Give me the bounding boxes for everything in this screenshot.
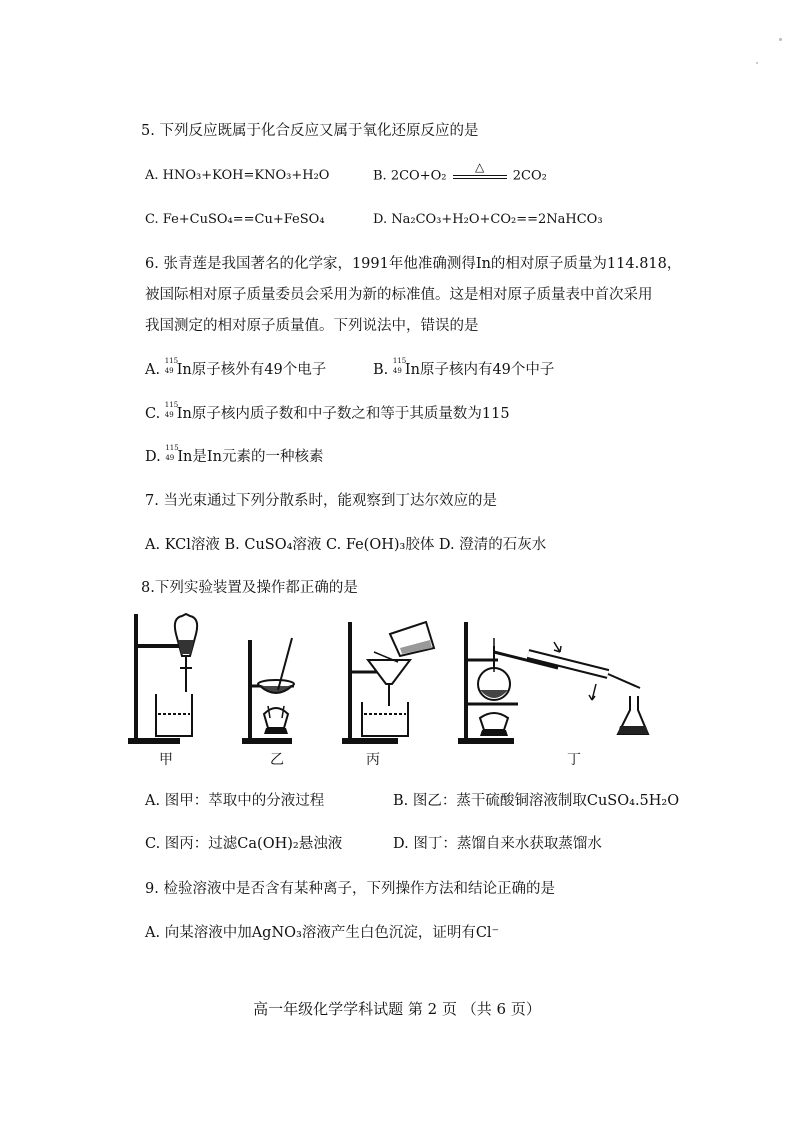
scan-speck <box>779 38 782 41</box>
isotope-notation: 115 49 <box>165 444 179 462</box>
q6-option-c[interactable] <box>145 401 510 424</box>
q6-option-d[interactable] <box>145 444 324 467</box>
q5-option-a[interactable] <box>145 166 329 186</box>
figure-caption-ding: 丁 <box>567 752 581 768</box>
figure-caption-yi: 乙 <box>270 752 284 768</box>
q5-option-b[interactable] <box>373 160 547 187</box>
formula: Fe+CuSO₄==Cu+FeSO₄ <box>162 212 325 227</box>
q6-stem-line2: 被国际相对原子质量委员会采用为新的标准值。这是相对原子质量表中首次采用 <box>145 287 653 303</box>
q5-option-d[interactable] <box>373 210 603 230</box>
element-symbol: In <box>177 449 193 465</box>
q8-option-a[interactable]: A. 图甲：萃取中的分液过程 <box>145 793 325 809</box>
option-label: D. <box>373 212 388 227</box>
scan-speck <box>756 62 758 64</box>
formula-right: 2CO₂ <box>512 168 547 184</box>
option-text: 原子核内质子数和中子数之和等于其质量数为115 <box>191 406 510 422</box>
page-footer: 高一年级化学学科试题 第 2 页 （共 6 页） <box>253 1000 541 1018</box>
formula: Na₂CO₃+H₂O+CO₂==2NaHCO₃ <box>391 212 603 227</box>
q6-option-b[interactable] <box>373 357 555 380</box>
q8-option-b[interactable]: B. 图乙：蒸干硫酸铜溶液制取CuSO₄.5H₂O <box>393 793 680 809</box>
figure-caption-bing: 丙 <box>366 752 380 768</box>
q8-option-c[interactable]: C. 图丙：过滤Ca(OH)₂悬浊液 <box>145 836 343 852</box>
q5-stem: 5. 下列反应既属于化合反应又属于氧化还原反应的是 <box>141 123 479 139</box>
q7-stem: 7. 当光束通过下列分散系时，能观察到丁达尔效应的是 <box>145 493 497 509</box>
option-text: 原子核内有49个中子 <box>419 362 555 378</box>
q7-options[interactable]: A. KCl溶液 B. CuSO₄溶液 C. Fe(OH)₃胶体 D. 澄清的石灰水 <box>145 537 547 553</box>
option-label: B. <box>373 362 389 378</box>
q6-stem-line1: 6. 张青莲是我国著名的化学家，1991年他准确测得In的相对原子质量为114.818， <box>145 256 682 272</box>
formula: HNO₃+KOH=KNO₃+H₂O <box>162 168 330 183</box>
formula-left: 2CO+O₂ <box>390 168 447 184</box>
q5-option-c[interactable] <box>145 210 325 230</box>
q6-option-a[interactable] <box>145 357 327 380</box>
option-label: C. <box>145 406 161 422</box>
q6-stem-line3: 我国测定的相对原子质量值。下列说法中，错误的是 <box>145 318 479 334</box>
heat-condition: △ <box>474 160 485 174</box>
isotope-notation: 115 49 <box>164 401 179 419</box>
element-symbol: In <box>404 362 420 378</box>
q9-option-a[interactable]: A. 向某溶液中加AgNO₃溶液产生白色沉淀，证明有Cl⁻ <box>145 925 500 941</box>
q9-stem: 9. 检验溶液中是否含有某种离子，下列操作方法和结论正确的是 <box>145 881 555 897</box>
option-text: 原子核外有49个电子 <box>191 362 327 378</box>
element-symbol: In <box>176 406 192 422</box>
option-text: 是In元素的一种核素 <box>192 449 324 465</box>
isotope-notation: 115 49 <box>164 357 179 375</box>
q8-option-d[interactable]: D. 图丁：蒸馏自来水获取蒸馏水 <box>393 836 602 852</box>
reaction-arrow <box>451 160 509 186</box>
isotope-notation: 115 49 <box>392 357 407 375</box>
option-label: C. <box>145 212 159 227</box>
figure-caption-jia: 甲 <box>159 752 173 768</box>
option-label: A. <box>145 362 161 378</box>
q8-stem: 8.下列实验装置及操作都正确的是 <box>141 580 358 596</box>
element-symbol: In <box>176 362 192 378</box>
option-label: D. <box>145 449 161 465</box>
option-label: B. <box>373 168 387 184</box>
option-label: A. <box>145 168 159 183</box>
lab-apparatus-figure <box>118 610 678 755</box>
